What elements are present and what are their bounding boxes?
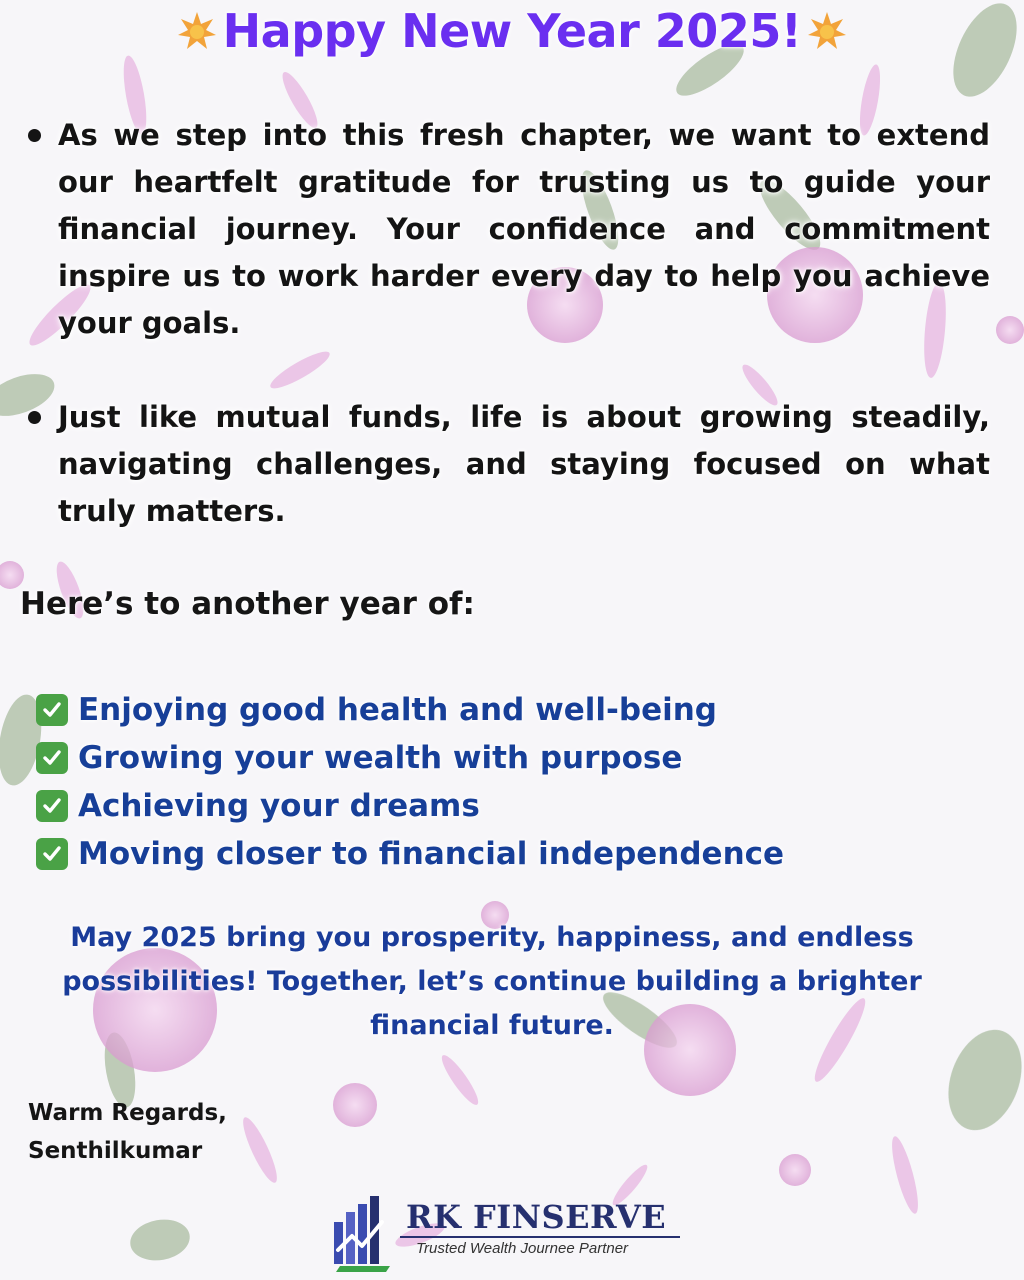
bullet-dot-icon xyxy=(28,411,41,424)
checklist-text: Moving closer to financial independence xyxy=(78,836,785,872)
checklist-item xyxy=(36,830,936,878)
logo-brand-name: RK FINSERVE xyxy=(406,1198,667,1236)
closing-message xyxy=(40,916,944,1048)
signoff xyxy=(28,1094,227,1170)
logo-mark-icon xyxy=(330,1192,396,1272)
checklist-item xyxy=(36,782,936,830)
bullet-text: As we step into this fresh chapter, we want to extend our heartfelt gratitude for trusting us to guide your financial journey. Your confidence and commitment inspire us to work harder every day to help you achieve your goals. xyxy=(58,118,990,340)
closing-line: May 2025 bring you prosperity, happiness, and endless xyxy=(70,922,914,953)
check-mark-button-icon xyxy=(36,838,68,870)
check-mark-button-icon xyxy=(36,790,68,822)
bullet-dot-icon xyxy=(28,129,41,142)
closing-line: financial future. xyxy=(370,1010,614,1041)
bullet-item xyxy=(26,394,990,535)
company-logo xyxy=(330,1192,690,1272)
check-mark-button-icon xyxy=(36,694,68,726)
checklist-text: Achieving your dreams xyxy=(78,788,480,824)
logo-divider xyxy=(400,1236,680,1238)
signoff-name: Senthilkumar xyxy=(28,1138,203,1164)
checklist-text: Growing your wealth with purpose xyxy=(78,740,683,776)
logo-tagline: Trusted Wealth Journee Partner xyxy=(416,1240,629,1257)
bullet-item xyxy=(26,112,990,347)
bullet-text: Just like mutual funds, life is about growing steadily, navigating challenges, and staying focused on what truly matters. xyxy=(58,400,990,528)
star-burst-icon xyxy=(177,8,217,62)
wishes-checklist xyxy=(36,686,936,878)
checklist-item xyxy=(36,734,936,782)
closing-line: possibilities! Together, let’s continue building a brighter xyxy=(62,966,922,997)
check-mark-button-icon xyxy=(36,742,68,774)
signoff-greeting: Warm Regards, xyxy=(28,1100,227,1126)
card-title xyxy=(0,4,1024,62)
checklist-text: Enjoying good health and well-being xyxy=(78,692,717,728)
title-text: Happy New Year 2025! xyxy=(222,4,802,58)
checklist-item xyxy=(36,686,936,734)
message-bullets xyxy=(26,112,990,535)
star-burst-icon xyxy=(807,8,847,62)
heres-to-heading: Here’s to another year of: xyxy=(20,586,475,622)
